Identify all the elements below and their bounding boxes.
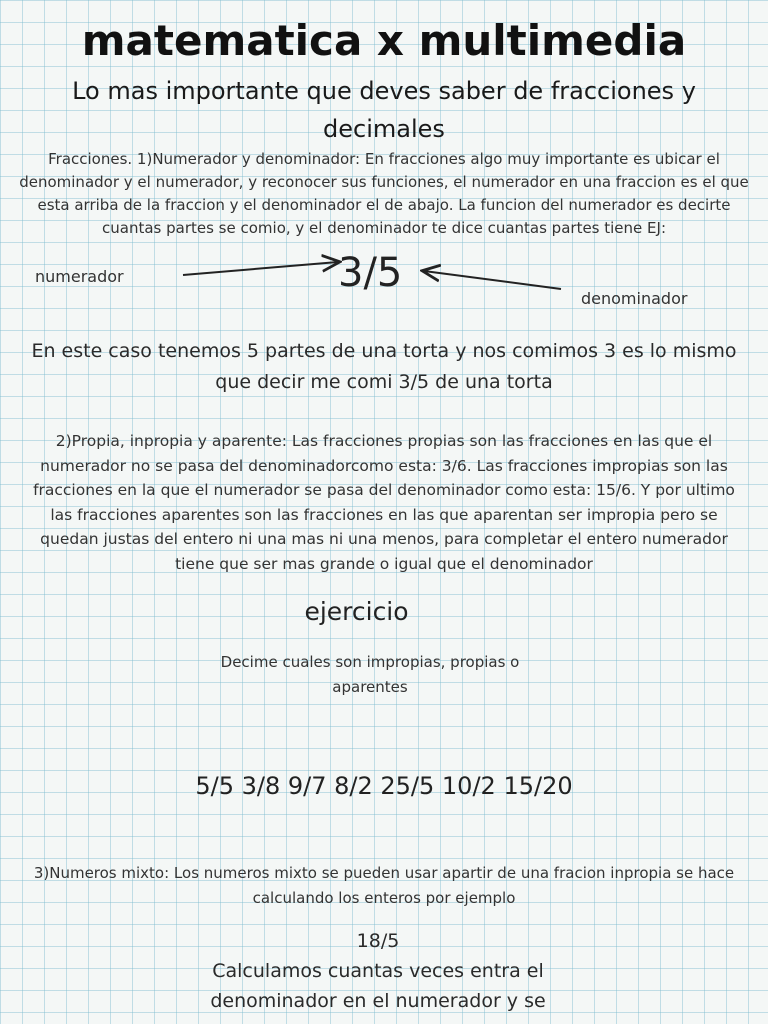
denominator-arrow [424, 271, 561, 289]
denominator-label: denominador [581, 289, 688, 308]
document-subtitle: Lo mas importante que deves saber de fracciones y decimales [72, 77, 696, 143]
mixed-example-fraction: 18/5 [356, 930, 400, 952]
document-title: matematica x multimedia [81, 16, 687, 65]
mixed-example-text: Calculamos cuantas veces entra el denominador en el numerador y se [210, 960, 546, 1012]
section-propia-impropia-aparente: 2)Propia, inpropia y aparente: Las fracciones propias son las fracciones en las que el numerador no se pasa del denominadorcomo esta: 3/6. Las fracciones impropias son las fracciones en la que el numerador se pasa del denominador como esta: 15/6. Y por ultimo las fracciones aparentes son las fracciones en las que aparentan ser impropia pero se quedan justas del entero ni una mas ni una menos, para completar el entero numerador tiene que ser mas grande o igual que el denominador [33, 432, 735, 573]
exercise-fractions: 5/5 3/8 9/7 8/2 25/5 10/2 15/20 [195, 772, 573, 800]
numerator-arrow [183, 262, 338, 275]
example-fraction: 3/5 [338, 250, 403, 296]
exercise-instruction: Decime cuales son impropias, propias o aparentes [220, 653, 520, 696]
numerator-label: numerador [35, 267, 124, 286]
example-explanation: En este caso tenemos 5 partes de una torta y nos comimos 3 es lo mismo que decir me comi 3/5 de una torta [31, 340, 737, 393]
section-numerador-denominador: Fracciones. 1)Numerador y denominador: En fracciones algo muy importante es ubicar el denominador y el numerador, y reconocer sus funciones, el numerador en una fraccion es el que esta arriba de la fraccion y el denominador el de abajo. La funcion del numerador es decirte cuantas partes se comio, y el denominador te dice cuantas partes tiene EJ: [19, 150, 749, 237]
section-numeros-mixtos: 3)Numeros mixto: Los numeros mixto se pueden usar apartir de una fracion inpropia se hace calculando los enteros por ejemplo [33, 864, 735, 907]
exercise-heading: ejercicio [304, 597, 409, 626]
